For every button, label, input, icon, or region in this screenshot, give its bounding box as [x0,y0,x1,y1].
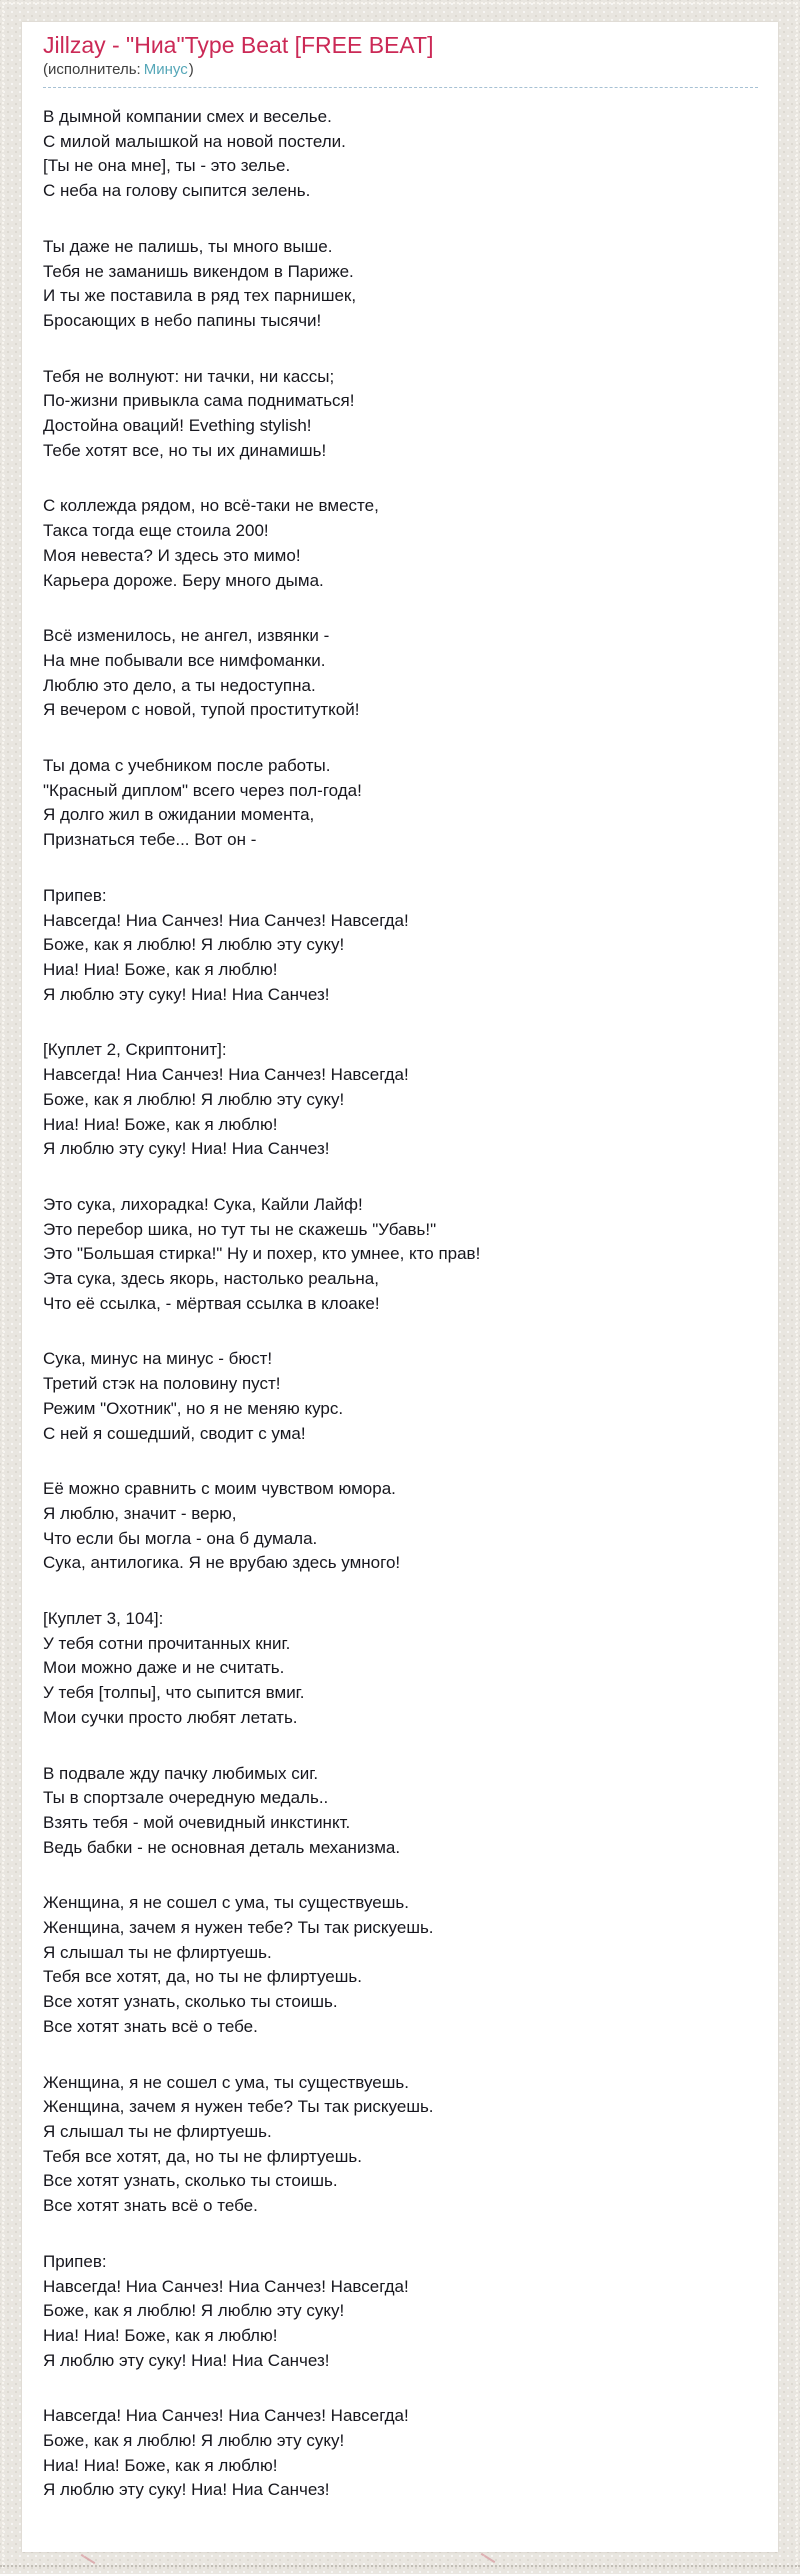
stanza: В дымной компании смех и веселье. С милой малышкой на новой постели. [Ты не она мне], ты - это зелье. С неба на голову сыпится зелень. [43,107,346,201]
stanza: Тебя не волнуют: ни тачки, ни кассы; По-жизни привыкла сама подниматься! Достойна оваций! Evething stylish! Тебе хотят все, но ты их динамишь! [43,366,355,460]
stanza: Припев: Навсегда! Ниа Санчез! Ниа Санчез! Навсегда! Боже, как я люблю! Я люблю эту суку! Ниа! Ниа! Боже, как я люблю! Я люблю эту суку! Ниа! Ниа Санчез! [43,885,409,1004]
stanza: Женщина, я не сошел с ума, ты существуешь. Женщина, зачем я нужен тебе? Ты так рискуешь. Я слышал ты не флиртуешь. Тебя все хотят, да, но ты не флиртуешь. Все хотят узнать, сколько ты стоишь. Все хотят знать всё о тебе. [43,1893,434,2036]
stanza: Припев: Навсегда! Ниа Санчез! Ниа Санчез! Навсегда! Боже, как я люблю! Я люблю эту суку! Ниа! Ниа! Боже, как я люблю! Я люблю эту суку! Ниа! Ниа Санчез! [43,2251,409,2370]
stanza: Всё изменилось, не ангел, извянки - На мне побывали все нимфоманки. Люблю это дело, а ты недоступна. Я вечером с новой, тупой проституткой! [43,626,360,720]
stanza: Ты даже не палишь, ты много выше. Тебя не заманишь викендом в Париже. И ты же поставила в ряд тех парнишек, Бросающих в небо папины тысячи! [43,236,357,330]
stanza: [Куплет 3, 104]: У тебя сотни прочитанных книг. Мои можно даже и не считать. У тебя [толпы], что сыпится вмиг. Мои сучки просто любят летать. [43,1609,305,1727]
stanza: В подвале жду пачку любимых сиг. Ты в спортзале очередную медаль.. Взять тебя - мой очевидный инкстинкт. Ведь бабки - не основная деталь механизма. [43,1763,401,1857]
stanza: Это сука, лихорадка! Сука, Кайли Лайф! Это перебор шика, но тут ты не скажешь "Убавь!" Это "Большая стирка!" Ну и похер, кто умнее, кто прав! Эта сука, здесь якорь, настолько реальна, Что её ссылка, - мёртвая ссылка в клоаке! [43,1194,481,1313]
background-scratch-mark [81,2554,96,2564]
stanza: Ты дома с учебником после работы. "Красный диплом" всего через пол-года! Я долго жил в ожидании момента, Признаться тебе... Вот он - [43,756,362,850]
artist-label: (исполнитель: [43,61,141,78]
background-scratch-mark [481,2553,496,2563]
stanza: Навсегда! Ниа Санчез! Ниа Санчез! Навсегда! Боже, как я люблю! Я люблю эту суку! Ниа! Ниа! Боже, как я люблю! Я люблю эту суку! Ниа! Ниа Санчез! [43,2406,409,2500]
artist-link[interactable]: Минус [143,61,188,78]
stanza: Её можно сравнить с моим чувством юмора. Я люблю, значит - верю, Что если бы могла - она б думала. Сука, антилогика. Я не врубаю здесь умного! [43,1479,401,1573]
page-title: Jillzay - "Ниа"Type Beat [FREE BEAT] [43,32,434,58]
stanza: Сука, минус на минус - бюст! Третий стэк на половину пуст! Режим "Охотник", но я не меняю курс. С ней я сошедший, сводит с ума! [43,1349,344,1443]
artist-line [43,60,758,88]
lyrics [43,105,758,2503]
stanza: Женщина, я не сошел с ума, ты существуешь. Женщина, зачем я нужен тебе? Ты так рискуешь. Я слышал ты не флиртуешь. Тебя все хотят, да, но ты не флиртуешь. Все хотят узнать, сколько ты стоишь. Все хотят знать всё о тебе. [43,2072,434,2216]
artist-close-paren: ) [188,61,194,78]
stanza: [Куплет 2, Скриптонит]: Навсегда! Ниа Санчез! Ниа Санчез! Навсегда! Боже, как я люблю! Я люблю эту суку! Ниа! Ниа! Боже, как я люблю! Я люблю эту суку! Ниа! Ниа Санчез! [43,1040,409,1159]
lyrics-card [22,22,778,2552]
stanza: С коллежда рядом, но всё-таки не вместе, Такса тогда еще стоила 200! Моя невеста? И здесь это мимо! Карьера дороже. Беру много дыма. [43,496,379,590]
bottom-dotted-divider [0,2565,800,2567]
